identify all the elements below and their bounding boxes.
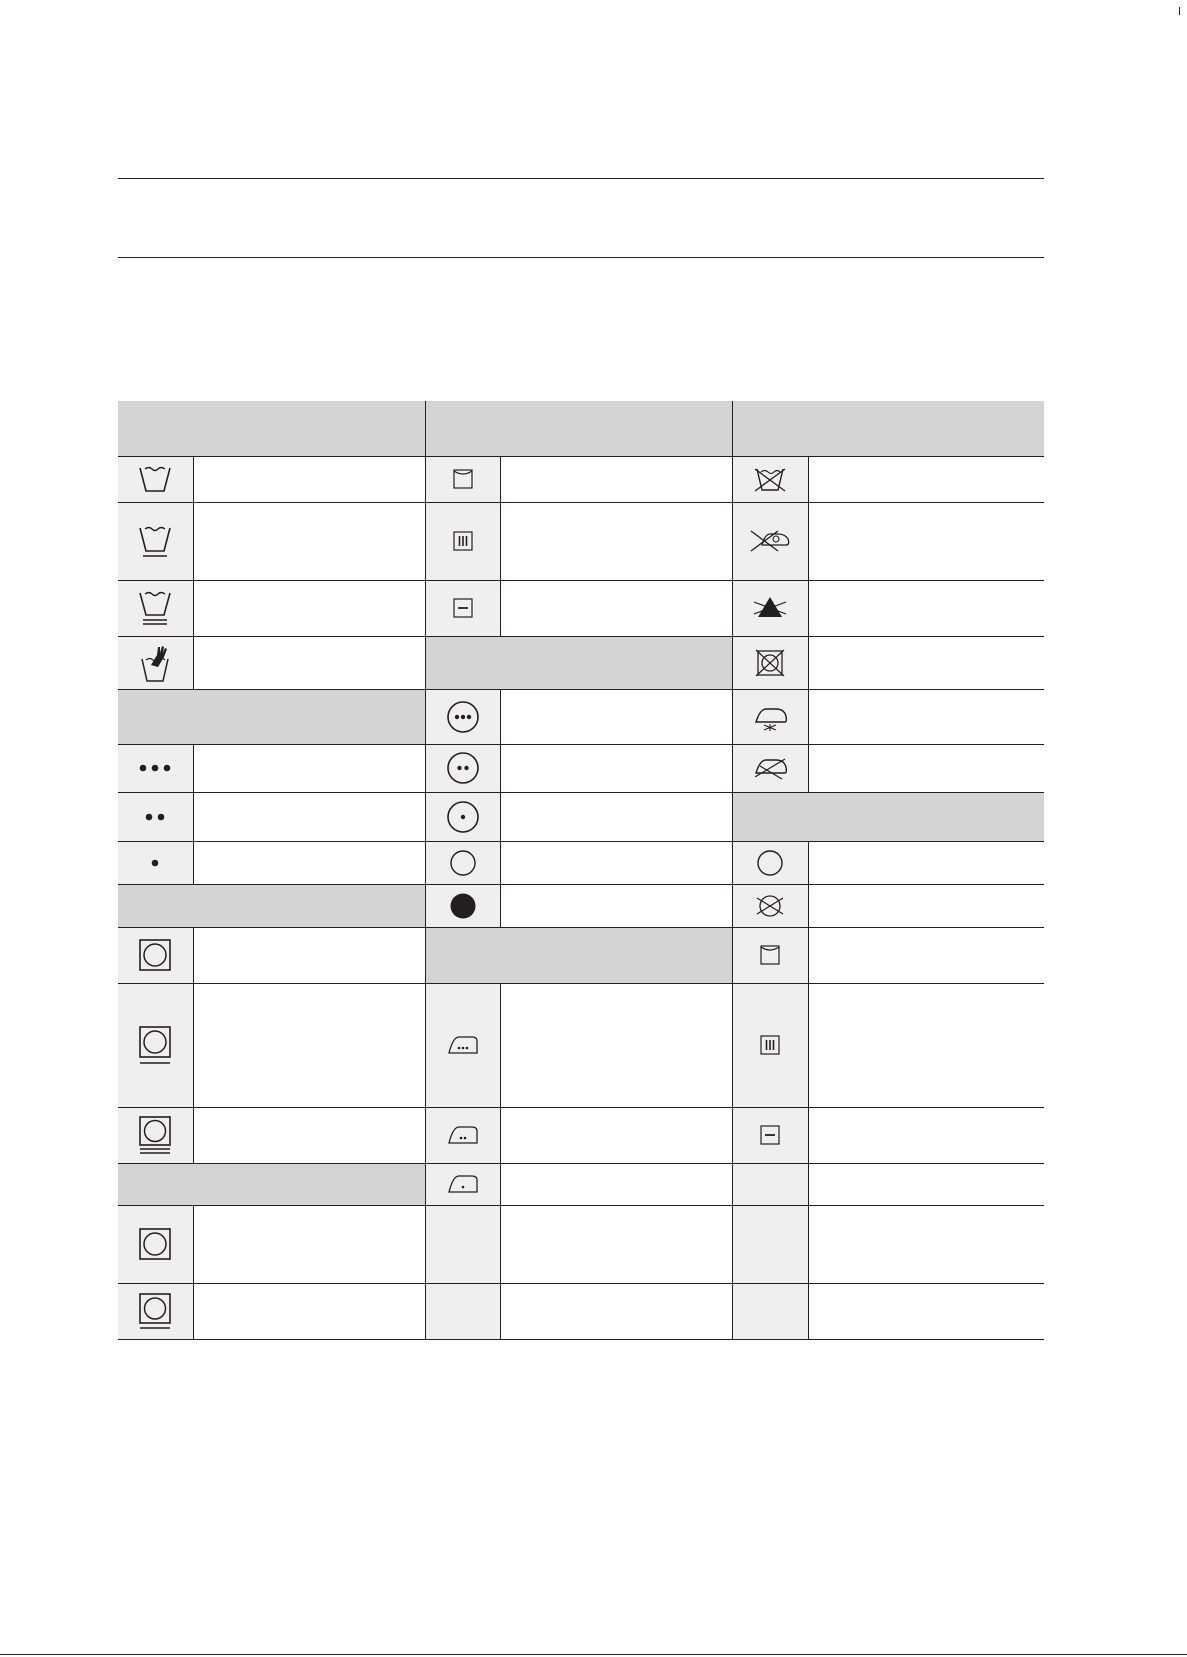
no-bleach-icon (732, 580, 808, 636)
crop-mark (1179, 7, 1180, 15)
wash-delicate-text (193, 580, 425, 636)
table-row (118, 1107, 1044, 1163)
tumble-drying-header-left (118, 884, 425, 927)
no-tumble-dry-text (808, 636, 1044, 689)
table-row (118, 502, 1044, 580)
iron-medium-text (500, 1107, 732, 1163)
top-rule (118, 178, 1044, 179)
tumble-dry-two-lines-icon (118, 1107, 193, 1163)
steam-iron-text (808, 689, 1044, 744)
do-not-header (732, 401, 1044, 456)
table-row (118, 401, 1044, 456)
steam-iron-icon (732, 689, 808, 744)
iron-three-dots-icon (425, 983, 500, 1107)
table-row (118, 927, 1044, 983)
dry-clean-high-text (500, 689, 732, 744)
wash-normal-text (193, 456, 425, 502)
table-row (118, 744, 1044, 792)
line-dry-text (500, 456, 732, 502)
no-dry-clean-text (808, 884, 1044, 927)
no-wash-icon (732, 456, 808, 502)
flat-dry-icon (425, 580, 500, 636)
flat-dry-text (500, 580, 732, 636)
table-row (118, 841, 1044, 884)
three-dots-text (193, 744, 425, 792)
empty-text-cell (500, 1283, 732, 1339)
empty-text-cell (808, 1283, 1044, 1339)
empty-symbol-cell (425, 1205, 500, 1283)
no-bleach-text (808, 580, 1044, 636)
flat-dry-text-right (808, 1107, 1044, 1163)
one-dot-text (193, 841, 425, 884)
dry-clean-text (808, 841, 1044, 884)
footer-rule (0, 1654, 1187, 1655)
flat-dry-icon (732, 1107, 808, 1163)
dry-clean-circle-icon (425, 841, 500, 884)
tumble-dry-one-line-icon (118, 983, 193, 1107)
dry-clean-one-dot-icon (425, 792, 500, 841)
no-iron-text (808, 502, 1044, 580)
bleaching-header (118, 689, 425, 744)
wash-tub-icon (118, 456, 193, 502)
no-steam-text (808, 744, 1044, 792)
no-wash-text (808, 456, 1044, 502)
empty-text-cell (808, 1163, 1044, 1205)
tumble-dry-icon (118, 1205, 193, 1283)
table-row (118, 884, 1044, 927)
empty-symbol-cell (732, 1163, 808, 1205)
drip-dry-text (500, 502, 732, 580)
no-tumble-dry-icon (732, 636, 808, 689)
line-dry-text-right (808, 927, 1044, 983)
tumble-dry-delicate-text (193, 1107, 425, 1163)
tumble-drying-header (425, 636, 732, 689)
empty-text-cell (808, 1205, 1044, 1283)
hand-wash-icon (118, 636, 193, 689)
table-row (118, 1283, 1044, 1339)
two-dots-text (193, 792, 425, 841)
empty-text-cell (500, 1205, 732, 1283)
tumble-dry-gentle-text-2 (193, 1283, 425, 1339)
dry-clean-filled-icon (425, 884, 500, 927)
wash-gentle-text (193, 502, 425, 580)
line-dry-icon (732, 927, 808, 983)
table-row (118, 456, 1044, 502)
dry-cleaning-header (732, 792, 1044, 841)
drying-header (425, 401, 732, 456)
iron-low-text (500, 1163, 732, 1205)
table-row (118, 580, 1044, 636)
iron-high-text (500, 983, 732, 1107)
empty-symbol-cell (732, 1283, 808, 1339)
no-iron-icon (732, 502, 808, 580)
three-dots-icon (118, 744, 193, 792)
table-row (118, 689, 1044, 744)
two-dots-icon (118, 792, 193, 841)
ironing-header (425, 927, 732, 983)
tumble-dry-text-2 (193, 1205, 425, 1283)
tumble-dry-one-line-icon (118, 1283, 193, 1339)
tumble-dry-gentle-text (193, 983, 425, 1107)
no-steam-icon (732, 744, 808, 792)
dry-clean-low-text (500, 792, 732, 841)
dry-clean-circle-icon (732, 841, 808, 884)
drip-dry-icon (732, 983, 808, 1107)
washing-header (118, 401, 425, 456)
dry-clean-two-dots-icon (425, 744, 500, 792)
table-row (118, 983, 1044, 1107)
no-dry-clean-icon (732, 884, 808, 927)
tumble-dry-text (193, 927, 425, 983)
bottom-rule (118, 257, 1044, 258)
iron-two-dots-icon (425, 1107, 500, 1163)
iron-one-dot-icon (425, 1163, 500, 1205)
dry-clean-three-dots-icon (425, 689, 500, 744)
empty-symbol-cell (425, 1283, 500, 1339)
empty-symbol-cell (732, 1205, 808, 1283)
drying-position-header (118, 1163, 425, 1205)
dry-clean-any-text (500, 841, 732, 884)
wash-tub-two-lines-icon (118, 580, 193, 636)
drip-dry-text-right (808, 983, 1044, 1107)
line-dry-icon (425, 456, 500, 502)
table-row (118, 1163, 1044, 1205)
wash-tub-one-line-icon (118, 502, 193, 580)
dry-clean-medium-text (500, 744, 732, 792)
hand-wash-text (193, 636, 425, 689)
laundry-care-symbol-table (118, 401, 1044, 1340)
tumble-dry-icon (118, 927, 193, 983)
table-row (118, 1205, 1044, 1283)
table-row (118, 636, 1044, 689)
table-row (118, 792, 1044, 841)
dry-clean-filled-text (500, 884, 732, 927)
drip-dry-icon (425, 502, 500, 580)
one-dot-icon (118, 841, 193, 884)
